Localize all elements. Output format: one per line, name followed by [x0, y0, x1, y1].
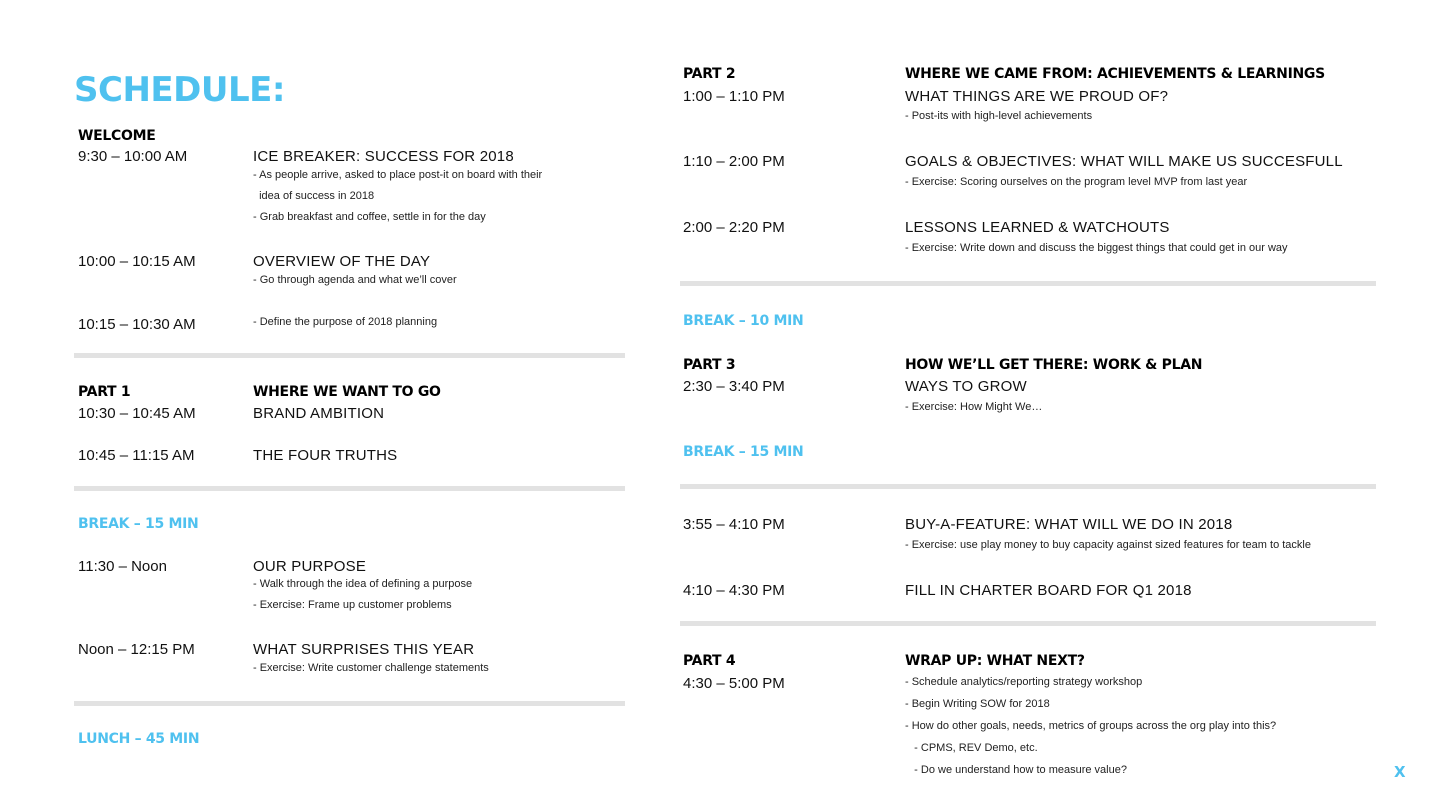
time-label: 10:00 – 10:15 AM — [78, 253, 196, 270]
session-note: - Walk through the idea of defining a purpose — [253, 578, 473, 590]
session-note: - Post-its with high-level achievements — [905, 110, 1093, 122]
time-label: 2:00 – 2:20 PM — [683, 219, 785, 236]
time-label: Noon – 12:15 PM — [78, 641, 195, 658]
session-note: - Exercise: use play money to buy capacity against sized features for team to tackle — [905, 539, 1311, 551]
section-heading: WHERE WE CAME FROM: ACHIEVEMENTS & LEARNINGS — [905, 66, 1325, 82]
lunch-label: LUNCH – 45 MIN — [78, 731, 200, 747]
section-divider — [680, 281, 1376, 286]
session-title: FILL IN CHARTER BOARD FOR Q1 2018 — [905, 582, 1192, 599]
section-divider — [680, 484, 1376, 489]
time-label: 10:30 – 10:45 AM — [78, 405, 196, 422]
section-label-part-1: PART 1 — [78, 384, 131, 400]
time-label: 10:15 – 10:30 AM — [78, 316, 196, 333]
section-heading: WRAP UP: WHAT NEXT? — [905, 653, 1085, 669]
time-label: 10:45 – 11:15 AM — [78, 447, 195, 464]
session-note: - Schedule analytics/reporting strategy workshop — [905, 676, 1143, 688]
session-note: - Do we understand how to measure value? — [905, 764, 1127, 776]
session-title: THE FOUR TRUTHS — [253, 447, 398, 464]
session-title: ICE BREAKER: SUCCESS FOR 2018 — [253, 148, 514, 165]
session-note: - Exercise: How Might We… — [905, 401, 1043, 413]
session-title: OVERVIEW OF THE DAY — [253, 253, 431, 270]
section-divider — [74, 353, 625, 358]
session-title: GOALS & OBJECTIVES: WHAT WILL MAKE US SUCCESFULL — [905, 153, 1343, 170]
time-label: 4:30 – 5:00 PM — [683, 675, 785, 692]
break-label: BREAK – 15 MIN — [683, 444, 804, 460]
session-title: WAYS TO GROW — [905, 378, 1027, 395]
session-note: idea of success in 2018 — [253, 190, 375, 202]
time-label: 3:55 – 4:10 PM — [683, 516, 785, 533]
section-divider — [74, 701, 625, 706]
session-note: - Exercise: Frame up customer problems — [253, 599, 452, 611]
session-note: - CPMS, REV Demo, etc. — [905, 742, 1038, 754]
session-title: BUY-A-FEATURE: WHAT WILL WE DO IN 2018 — [905, 516, 1233, 533]
session-note: - Begin Writing SOW for 2018 — [905, 698, 1050, 710]
break-label: BREAK – 15 MIN — [78, 516, 199, 532]
section-heading: HOW WE’LL GET THERE: WORK & PLAN — [905, 357, 1203, 373]
section-label-welcome: WELCOME — [78, 128, 156, 144]
section-label-part-4: PART 4 — [683, 653, 736, 669]
session-note: - Exercise: Write customer challenge statements — [253, 662, 489, 674]
session-note: - Grab breakfast and coffee, settle in for the day — [253, 211, 486, 223]
section-divider — [74, 486, 625, 491]
section-heading: WHERE WE WANT TO GO — [253, 384, 441, 400]
page-title: SCHEDULE: — [74, 70, 285, 110]
session-title: WHAT THINGS ARE WE PROUD OF? — [905, 88, 1169, 105]
time-label: 11:30 – Noon — [78, 558, 167, 575]
section-label-part-2: PART 2 — [683, 66, 736, 82]
break-label: BREAK – 10 MIN — [683, 313, 804, 329]
close-icon[interactable]: X — [1394, 763, 1406, 781]
session-note: - How do other goals, needs, metrics of groups across the org play into this? — [905, 720, 1277, 732]
time-label: 2:30 – 3:40 PM — [683, 378, 785, 395]
session-title: OUR PURPOSE — [253, 558, 367, 575]
session-note: - As people arrive, asked to place post-it on board with their — [253, 169, 543, 181]
session-note: - Go through agenda and what we’ll cover — [253, 274, 457, 286]
session-note: - Define the purpose of 2018 planning — [253, 316, 438, 328]
session-note: - Exercise: Scoring ourselves on the program level MVP from last year — [905, 176, 1248, 188]
time-label: 9:30 – 10:00 AM — [78, 148, 188, 165]
session-title: BRAND AMBITION — [253, 405, 385, 422]
session-title: WHAT SURPRISES THIS YEAR — [253, 641, 475, 658]
session-note: - Exercise: Write down and discuss the biggest things that could get in our way — [905, 242, 1288, 254]
time-label: 1:00 – 1:10 PM — [683, 88, 785, 105]
section-label-part-3: PART 3 — [683, 357, 736, 373]
time-label: 4:10 – 4:30 PM — [683, 582, 785, 599]
section-divider — [680, 621, 1376, 626]
time-label: 1:10 – 2:00 PM — [683, 153, 785, 170]
session-title: LESSONS LEARNED & WATCHOUTS — [905, 219, 1170, 236]
